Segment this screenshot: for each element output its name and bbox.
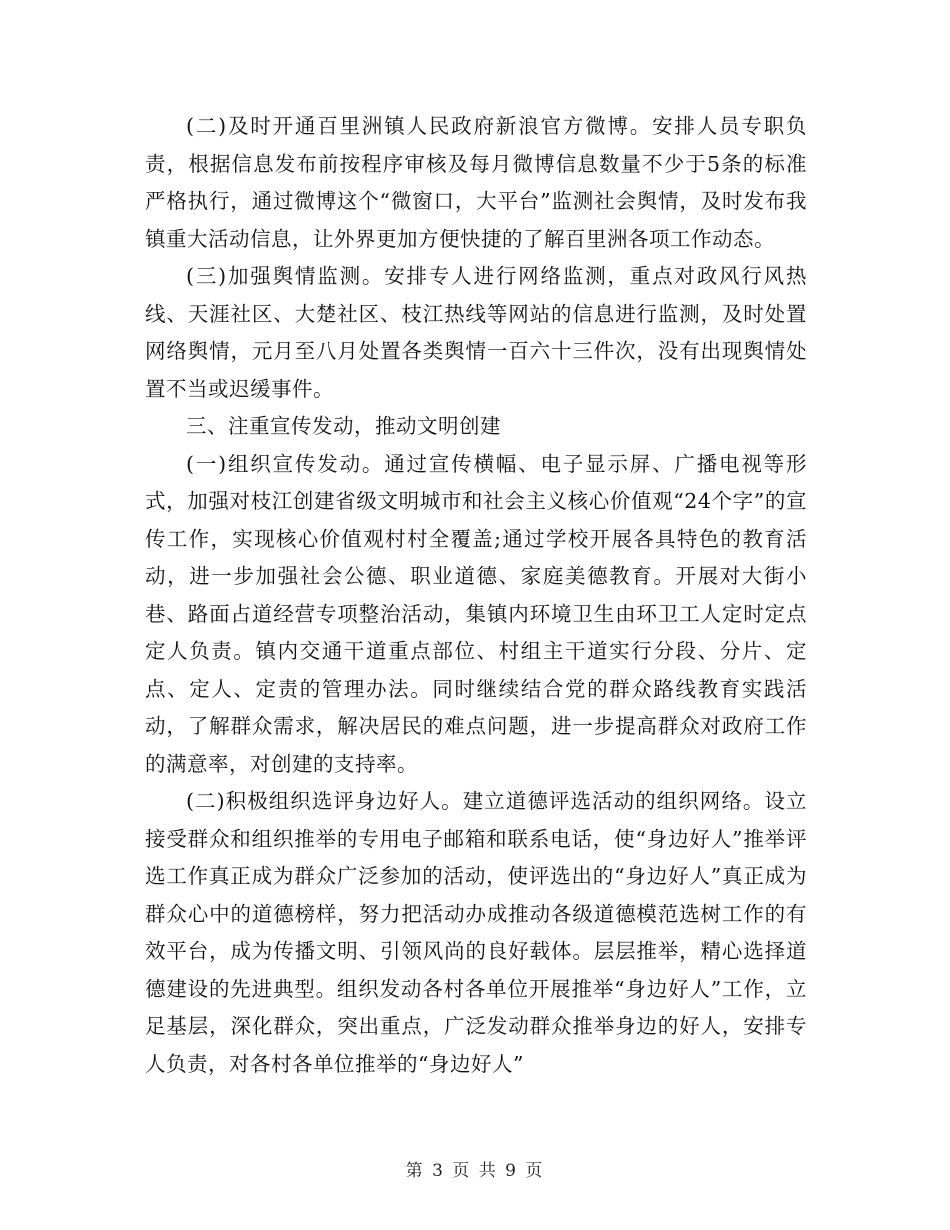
section-heading-3: 三、注重宣传发动，推动文明创建 — [186, 414, 501, 438]
page-footer: 第 3 页 共 9 页 — [405, 1161, 545, 1181]
document-body — [145, 108, 807, 1083]
paragraph-good-people: (二)积极组织选评身边好人。建立道德评选活动的组织网络。设立接受群众和组织推举的专用电子邮箱和联系电话，使“身边好人”推举评选工作真正成为群众广泛参加的活动，使评选出的“身边好人”真正成为群众心中的道德榜样，努力把活动办成推动各级道德模范选树工作的有效平台，成为传播文明、引领风尚的良好载体。层层推举，精心选择道德建设的先进典型。组织发动各村各单位开展推举“身边好人”工作，立足基层，深化群众，突出重点，广泛发动群众推举身边的好人，安排专人负责，对各村各单位推举的“身边好人” — [145, 789, 807, 1076]
paragraph-weibo: (二)及时开通百里洲镇人民政府新浪官方微博。安排人员专职负责，根据信息发布前按程序审核及每月微博信息数量不少于5条的标准严格执行，通过微博这个“微窗口，大平台”监测社会舆情，及时发布我镇重大活动信息，让外界更加方便快捷的了解百里洲各项工作动态。 — [145, 114, 807, 251]
paragraph-publicity: (一)组织宣传发动。通过宣传横幅、电子显示屏、广播电视等形式，加强对枝江创建省级文明城市和社会主义核心价值观“24个字”的宣传工作，实现核心价值观村村全覆盖;通过学校开展各具特色的教育活动，进一步加强社会公德、职业道德、家庭美德教育。开展对大街小巷、路面占道经营专项整治活动，集镇内环境卫生由环卫工人定时定点定人负责。镇内交通干道重点部位、村组主干道实行分段、分片、定点、定人、定责的管理办法。同时继续结合党的群众路线教育实践活动，了解群众需求，解决居民的难点问题，进一步提高群众对政府工作的满意率，对创建的支持率。 — [145, 451, 807, 776]
paragraph-opinion-monitoring: (三)加强舆情监测。安排专人进行网络监测，重点对政风行风热线、天涯社区、大楚社区、枝江热线等网站的信息进行监测，及时处置网络舆情，元月至八月处置各类舆情一百六十三件次，没有出现舆情处置不当或迟缓事件。 — [145, 264, 807, 401]
